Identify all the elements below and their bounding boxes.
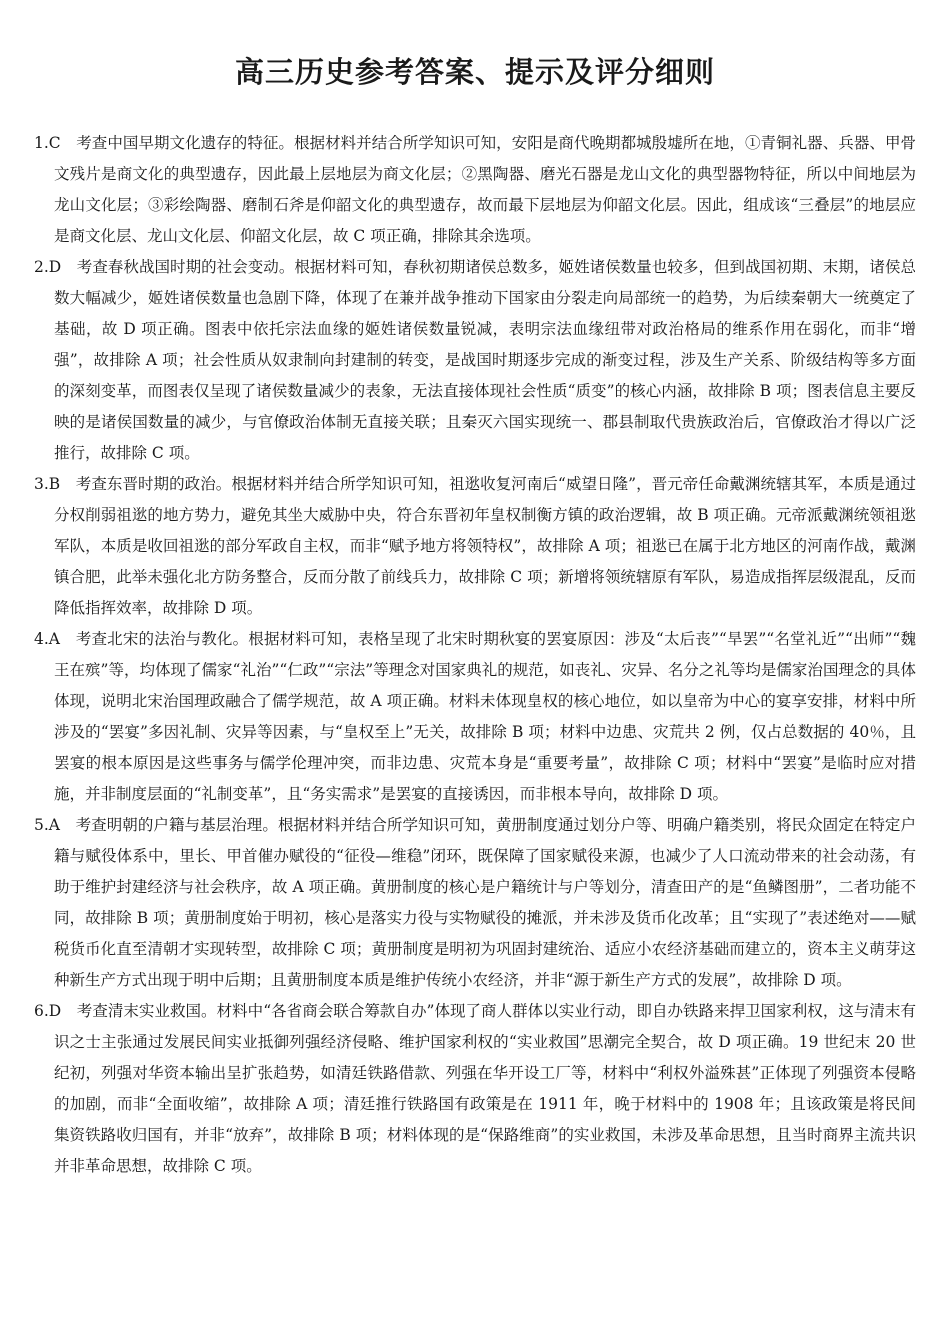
- answer-list: [34, 128, 916, 1182]
- answer-item-4: 4.A 考查北宋的法治与教化。根据材料可知，表格呈现了北宋时期秋宴的罢宴原因：涉及“太后丧”“旱罢”“名堂礼近”“出师”“魏王在殡”等，均体现了儒家“礼治”“仁政”“宗法”等理念对国家典礼的规范，如丧礼、灾异、名分之礼等均是儒家治国理念的具体体现，说明北宋治国理政融合了儒学规范，故 A 项正确。材料未体现皇权的核心地位，如以皇帝为中心的宴享安排，材料中所涉及的“罢宴”多因礼制、灾异等因素，与“皇权至上”无关，故排除 B 项；材料中边患、灾荒共 2 例，仅占总数据的 40％，且罢宴的根本原因是这些事务与儒学伦理冲突，而非边患、灾荒本身是“重要考量”，故排除 C 项；材料中“罢宴”是临时应对措施，并非制度层面的“礼制变革”，且“务实需求”是罢宴的直接诱因，而非根本导向，故排除 D 项。: [34, 630, 916, 803]
- answer-item-2: 2.D 考查春秋战国时期的社会变动。根据材料可知，春秋初期诸侯总数多，姬姓诸侯数量也较多，但到战国初期、末期，诸侯总数大幅减少，姬姓诸侯数量也急剧下降，体现了在兼并战争推动下国家由分裂走向局部统一的趋势，为后续秦朝大一统奠定了基础，故 D 项正确。图表中依托宗法血缘的姬姓诸侯数量锐减，表明宗法血缘纽带对政治格局的维系作用在弱化，而非“增强”，故排除 A 项；社会性质从奴隶制向封建制的转变，是战国时期逐步完成的渐变过程，涉及生产关系、阶级结构等多方面的深刻变革，而图表仅呈现了诸侯数量减少的表象，无法直接体现社会性质“质变”的核心内涵，故排除 B 项；图表信息主要反映的是诸侯国数量的减少，与官僚政治体制无直接关联；且秦灭六国实现统一、郡县制取代贵族政治后，官僚政治才得以广泛推行，故排除 C 项。: [34, 258, 916, 462]
- answer-item-5: 5.A 考查明朝的户籍与基层治理。根据材料并结合所学知识可知，黄册制度通过划分户等、明确户籍类别，将民众固定在特定户籍与赋役体系中，里长、甲首催办赋役的“征役—维稳”闭环，既保障了国家赋役来源，也减少了人口流动带来的社会动荡，有助于维护封建经济与社会秩序，故 A 项正确。黄册制度的核心是户籍统计与户等划分，清查田产的是“鱼鳞图册”，二者功能不同，故排除 B 项；黄册制度始于明初，核心是落实力役与实物赋役的摊派，并未涉及货币化改革；且“实现了”表述绝对——赋税货币化直至清朝才实现转型，故排除 C 项；黄册制度是明初为巩固封建统治、适应小农经济基础而建立的，资本主义萌芽这种新生产方式出现于明中后期；且黄册制度本质是维护传统小农经济，并非“源于新生产方式的发展”，故排除 D 项。: [34, 816, 916, 989]
- answer-item-3: 3.B 考查东晋时期的政治。根据材料并结合所学知识可知，祖逖收复河南后“威望日隆”，晋元帝任命戴渊统辖其军，本质是通过分权削弱祖逖的地方势力，避免其坐大威胁中央，符合东晋初年皇权制衡方镇的政治逻辑，故 B 项正确。元帝派戴渊统领祖逖军队，本质是收回祖逖的部分军政自主权，而非“赋予地方将领特权”，故排除 A 项；祖逖已在属于北方地区的河南作战，戴渊镇合肥，此举未强化北方防务整合，反而分散了前线兵力，故排除 C 项；新增将领统辖原有军队，易造成指挥层级混乱，反而降低指挥效率，故排除 D 项。: [34, 475, 916, 617]
- answer-item-1: 1.C 考查中国早期文化遗存的特征。根据材料并结合所学知识可知，安阳是商代晚期都城殷墟所在地，①青铜礼器、兵器、甲骨文残片是商文化的典型遗存，因此最上层地层为商文化层；②黑陶器、磨光石器是龙山文化的典型器物特征，所以中间地层为龙山文化层；③彩绘陶器、磨制石斧是仰韶文化的典型遗存，故而最下层地层为仰韶文化层。因此，组成该“三叠层”的地层应是商文化层、龙山文化层、仰韶文化层，故 C 项正确，排除其余选项。: [34, 134, 916, 245]
- page-title: 高三历史参考答案、提示及评分细则: [234, 55, 715, 89]
- answer-item-6: 6.D 考查清末实业救国。材料中“各省商会联合筹款自办”体现了商人群体以实业行动，即自办铁路来捍卫国家利权，这与清末有识之士主张通过发展民间实业抵御列强经济侵略、维护国家利权的“实业救国”思潮完全契合，故 D 项正确。19 世纪末 20 世纪初，列强对华资本输出呈扩张趋势，如清廷铁路借款、列强在华开设工厂等，材料中“利权外溢殊甚”正体现了列强资本侵略的加剧，而非“全面收缩”，故排除 A 项；清廷推行铁路国有政策是在 1911 年，晚于材料中的 1908 年；且该政策是将民间集资铁路收归国有，并非“放弃”，故排除 B 项；材料体现的是“保路维商”的实业救国，未涉及革命思想，且当时商界主流共识并非革命思想，故排除 C 项。: [34, 1002, 916, 1175]
